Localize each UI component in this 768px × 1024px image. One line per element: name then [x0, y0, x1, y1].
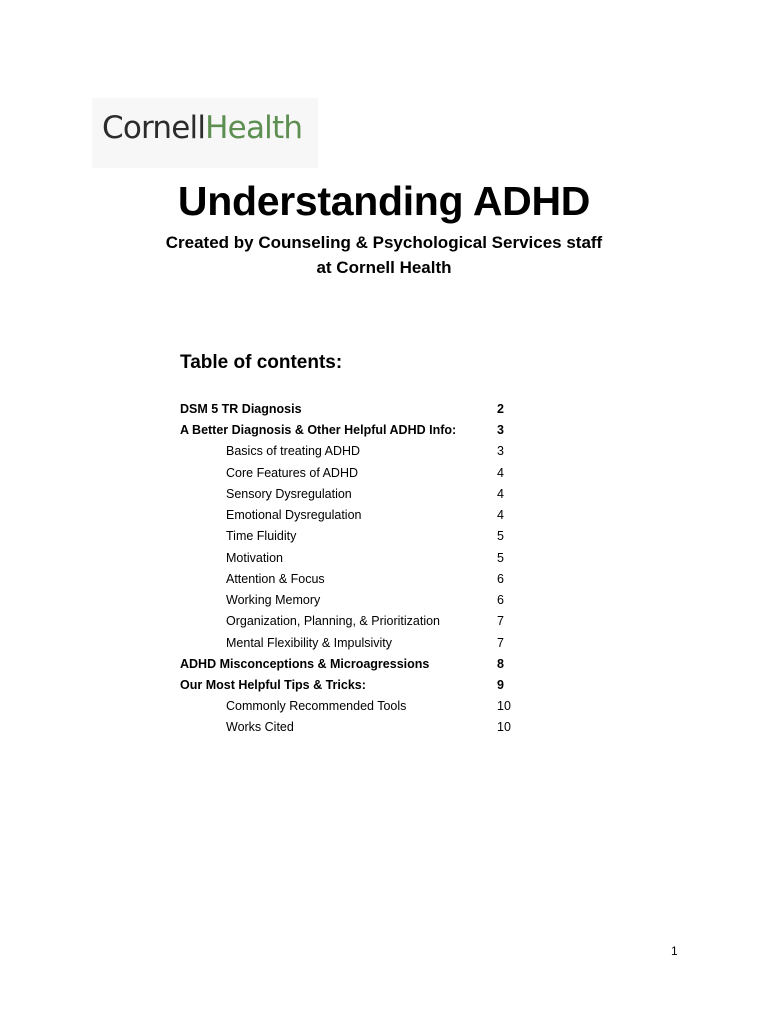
toc-entry [0, 444, 768, 464]
toc-entry-label: Motivation [226, 551, 283, 565]
toc-entry [0, 466, 768, 486]
toc-entry-label: DSM 5 TR Diagnosis [180, 402, 302, 416]
toc-entry-label: Attention & Focus [226, 572, 325, 586]
toc-entry-page: 10 [497, 699, 511, 713]
toc-entry [0, 508, 768, 528]
toc-entry-label: Organization, Planning, & Prioritization [226, 614, 441, 628]
toc-entry-page: 4 [497, 487, 504, 501]
toc-entry-page: 8 [497, 657, 504, 671]
toc-entry [0, 720, 768, 740]
toc-entry-page: 4 [497, 508, 504, 522]
toc-entry [0, 402, 768, 422]
document-title: Understanding ADHD [177, 178, 591, 224]
toc-entry [0, 636, 768, 656]
toc-entry-page: 7 [497, 614, 504, 628]
toc-entry-label: Our Most Helpful Tips & Tricks: [180, 678, 366, 692]
toc-entry [0, 614, 768, 634]
toc-entry [0, 699, 768, 719]
toc-entry-label: Sensory Dysregulation [226, 487, 352, 501]
toc-entry-page: 9 [497, 678, 504, 692]
toc-entry [0, 572, 768, 592]
toc-entry-label: ADHD Misconceptions & Microagressions [180, 657, 430, 671]
toc-entry [0, 423, 768, 443]
toc-heading: Table of contents: [180, 352, 343, 373]
toc-entry-page: 3 [497, 444, 504, 458]
toc-entry-label: Emotional Dysregulation [226, 508, 362, 522]
toc-entry-page: 5 [497, 551, 504, 565]
subtitle-line-1: Created by Counseling & Psychological Services staff [165, 233, 603, 252]
toc-entry-label: Core Features of ADHD [226, 466, 358, 480]
logo-wordmark [102, 110, 302, 146]
toc-entry-page: 3 [497, 423, 504, 437]
toc-entry [0, 487, 768, 507]
logo-health-text: Health [205, 110, 303, 146]
toc-entry [0, 657, 768, 677]
toc-entry-label: Basics of treating ADHD [226, 444, 361, 458]
toc-entry-page: 10 [497, 720, 511, 734]
toc-entry-page: 2 [497, 402, 504, 416]
page-number: 1 [671, 944, 678, 958]
cornell-health-logo [92, 98, 318, 168]
toc-entry [0, 678, 768, 698]
subtitle-line-2: at Cornell Health [316, 258, 452, 277]
toc-entry-page: 5 [497, 529, 504, 543]
toc-entry-page: 4 [497, 466, 504, 480]
toc-entry-label: Time Fluidity [226, 529, 297, 543]
toc-entry-page: 6 [497, 572, 504, 586]
toc-entry [0, 529, 768, 549]
toc-entry-page: 7 [497, 636, 504, 650]
toc-entry-page: 6 [497, 593, 504, 607]
toc-entry [0, 551, 768, 571]
toc-entry-label: Works Cited [226, 720, 294, 734]
toc-entry [0, 593, 768, 613]
toc-entry-label: Mental Flexibility & Impulsivity [226, 636, 393, 650]
toc-entry-label: Working Memory [226, 593, 321, 607]
toc-entry-label: A Better Diagnosis & Other Helpful ADHD Info: [180, 423, 457, 437]
logo-cornell-text: Cornell [102, 110, 206, 146]
toc-entry-label: Commonly Recommended Tools [226, 699, 407, 713]
